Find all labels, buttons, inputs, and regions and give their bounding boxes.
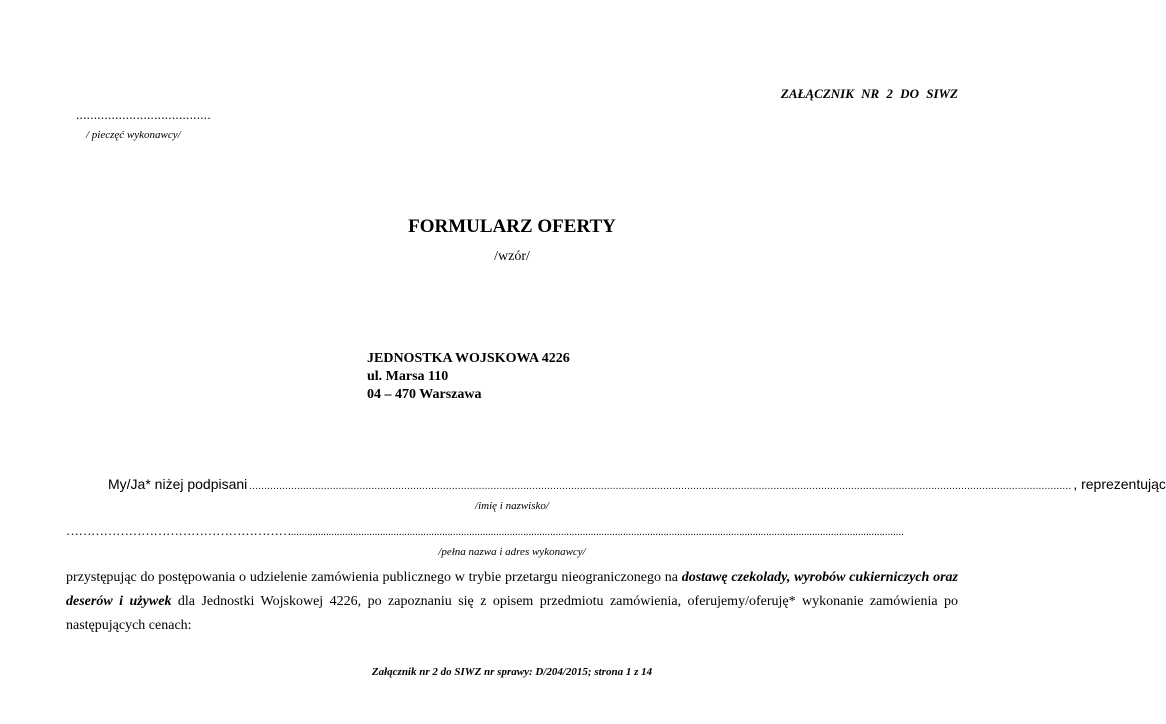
- signers-prefix: My/Ja* niżej podpisani: [108, 476, 248, 492]
- form-subtitle: /wzór/: [494, 249, 530, 264]
- signers-line: [108, 476, 1166, 492]
- recipient-street: ul. Marsa 110: [367, 369, 449, 384]
- stamp-caption: / pieczęć wykonawcy/: [86, 129, 181, 141]
- name-caption: /imię i nazwisko/: [475, 500, 549, 512]
- contractor-fill-field: [66, 523, 904, 539]
- signers-fill-field: ....................................................................................................................................................................................................................................................................................: [249, 481, 1072, 492]
- form-title: FORMULARZ OFERTY: [408, 216, 616, 237]
- recipient-address: [367, 350, 570, 404]
- recipient-city: 04 – 470 Warszawa: [367, 387, 482, 402]
- signers-suffix: , reprezentując: [1073, 476, 1166, 492]
- contractor-dots-periods: ...................................................................................................................................................................................................................................: [291, 527, 904, 538]
- recipient-name: JEDNOSTKA WOJSKOWA 4226: [367, 351, 570, 366]
- annex-label: ZAŁĄCZNIK NR 2 DO SIWZ: [780, 86, 958, 101]
- offer-paragraph: [66, 566, 958, 638]
- contractor-dots-ellipsis: ………………………………………………: [66, 523, 291, 538]
- stamp-dotted-line: ......................................: [76, 107, 211, 122]
- paragraph-subject: dostawę czekolady, wyrobów cukierniczych oraz deserów i używek: [66, 570, 958, 609]
- contractor-caption: /pełna nazwa i adres wykonawcy/: [438, 546, 586, 558]
- page-footer: Załącznik nr 2 do SIWZ nr sprawy: D/204/2015; strona 1 z 14: [371, 666, 653, 678]
- paragraph-intro: przystępując do postępowania o udzielenie zamówienia publicznego w trybie przetargu nieograniczonego na: [66, 570, 682, 585]
- paragraph-rest: dla Jednostki Wojskowej 4226, po zapoznaniu się z opisem przedmiotu zamówienia, oferujemy/oferuję* wykonanie zamówienia po następujących cenach:: [66, 594, 958, 633]
